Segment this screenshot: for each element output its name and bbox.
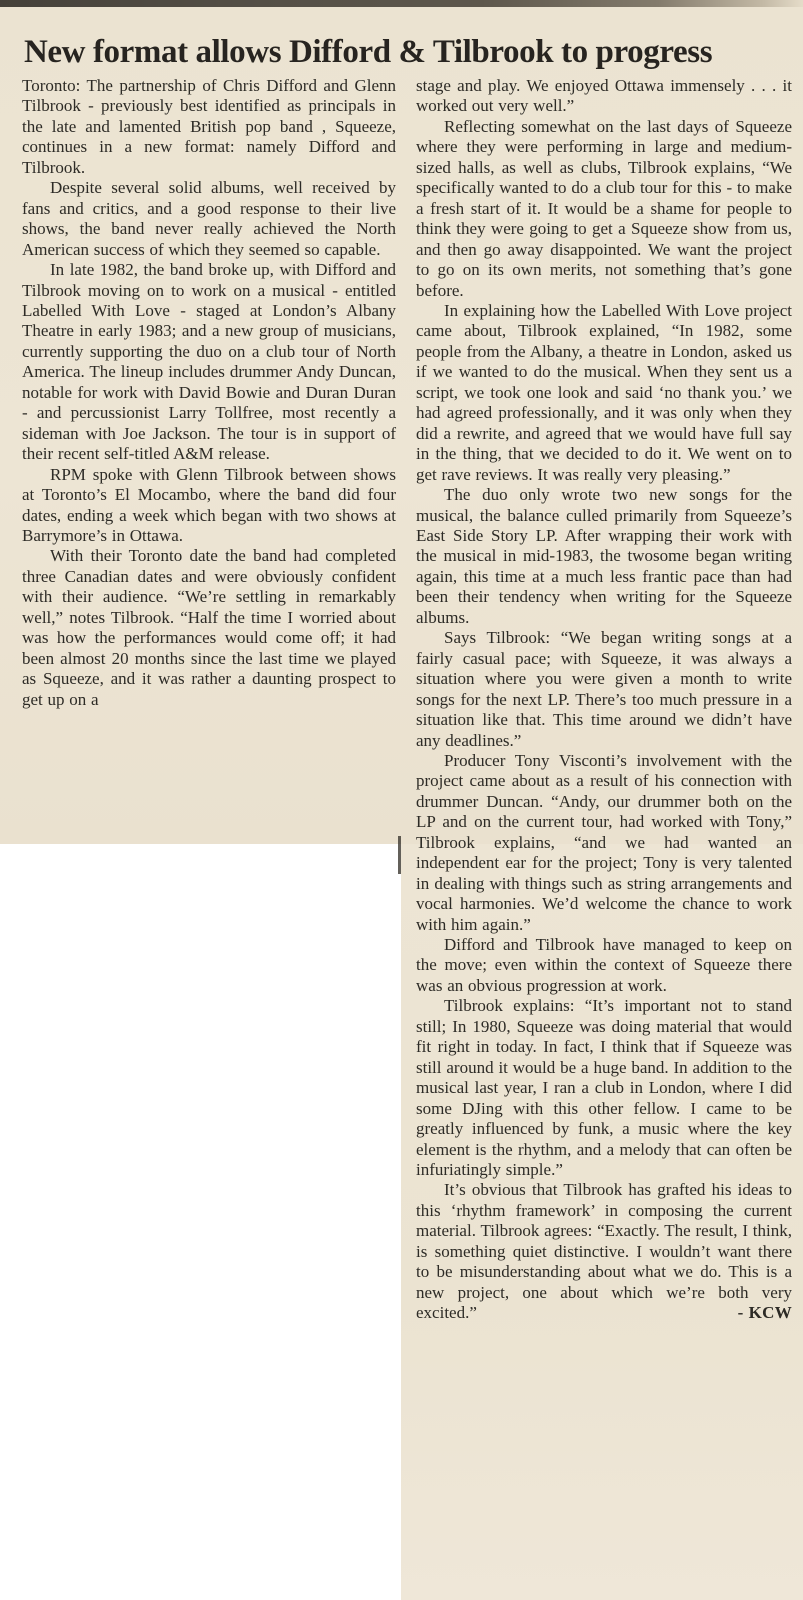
article-column-right [416,76,792,1324]
paragraph-text: It’s obvious that Tilbrook has grafted his ideas to this ‘rhythm framework’ in composing the current material. Tilbrook agrees: “Exactly. The result, I think, is something quiet distinctive. I wouldn’t want there to be misunderstanding about what we do. This is a new project, one about which we’re both very excited.” [416,1180,792,1323]
paragraph: In late 1982, the band broke up, with Difford and Tilbrook moving on to work on a musical - entitled Labelled With Love - staged at London’s Albany Theatre in early 1983; and a new group of musicians, currently supporting the duo on a club tour of North America. The lineup includes drummer Andy Duncan, notable for work with David Bowie and Duran Duran - and percussionist Larry Tollfree, most recently a sideman with Joe Jackson. The tour is in support of their recent self-titled A&M release. [22,260,396,464]
paragraph: Despite several solid albums, well received by fans and critics, and a good response to their live shows, the band never really achieved the North American success of which they seemed so capable. [22,178,396,259]
paragraph: Reflecting somewhat on the last days of Squeeze where they were performing in large and medium-sized halls, as well as clubs, Tilbrook explains, “We specifically wanted to do a club tour for this - to make a fresh start of it. It would be a shame for people to think they were going to get a Squeeze show from us, and then go away disappointed. We want the project to go on its own merits, not something that’s gone before. [416,116,792,300]
paragraph-closing [416,1180,792,1323]
article-headline: New format allows Difford & Tilbrook to progress [24,34,713,71]
author-initials: - KCW [737,1303,792,1323]
paragraph: Difford and Tilbrook have managed to keep on the move; even within the context of Squeeze there was an obvious progression at work. [416,935,792,995]
paragraph: Says Tilbrook: “We began writing songs at a fairly casual pace; with Squeeze, it was always a situation where you were given a month to write songs for the next LP. There’s too much pressure in a situation like that. This time around we didn’t have any deadlines.” [416,628,792,750]
paragraph: Tilbrook explains: “It’s important not to stand still; In 1980, Squeeze was doing material that would fit right in today. In fact, I think that if Squeeze was still around it would be a huge band. In addition to the musical last year, I ran a club in London, where I did some DJing with this other fellow. I came to be greatly influenced by funk, a music where the key element is the rhythm, and a melody that can often be infuriatingly simple.” [416,996,792,1180]
paragraph-continuation: stage and play. We enjoyed Ottawa immensely . . . it worked out very well.” [416,76,792,116]
scan-edge-strip [0,0,803,7]
paragraph: RPM spoke with Glenn Tilbrook between shows at Toronto’s El Mocambo, where the band did four dates, ending a week which began with two shows at Barrymore’s in Ottawa. [22,464,396,545]
article-column-left [22,76,396,710]
paragraph: In explaining how the Labelled With Love project came about, Tilbrook explained, “In 1982, some people from the Albany, a theatre in London, asked us if we wanted to do the musical. When they sent us a script, we took one look and said ‘no thank you.’ we had agreed professionally, and it was only when they did a rewrite, and agreed that we would have full say in the thing, that we decided to do it. We went on to get rave reviews. It was really very pleasing.” [416,300,792,484]
paragraph: The duo only wrote two new songs for the musical, the balance culled primarily from Squeeze’s East Side Story LP. After wrapping their work with the musical in mid-1983, the twosome began writing again, this time at a much less frantic pace than had been their tendency when writing for the Squeeze albums. [416,485,792,627]
paragraph: Producer Tony Visconti’s involvement with the project came about as a result of his connection with drummer Duncan. “Andy, our drummer both on the LP and on the current tour, had worked with Tony,” Tilbrook explains, “and we had wanted an independent ear for the project; Tony is very talented in dealing with things such as string arrangements and vocal harmonies. We’d welcome the chance to work with him again.” [416,750,792,934]
paragraph-lede: Toronto: The partnership of Chris Difford and Glenn Tilbrook - previously best identified as principals in the late and lamented British pop band , Squeeze, continues in a new format: namely Difford and Tilbrook. [22,76,396,177]
paragraph: With their Toronto date the band had completed three Canadian dates and were obviously confident with their audience. “We’re settling in remarkably well,” notes Tilbrook. “Half the time I worried about was how the performances would come off; it had been almost 20 months since the last time we played as Squeeze, and it was rather a daunting prospect to get up on a [22,546,396,709]
